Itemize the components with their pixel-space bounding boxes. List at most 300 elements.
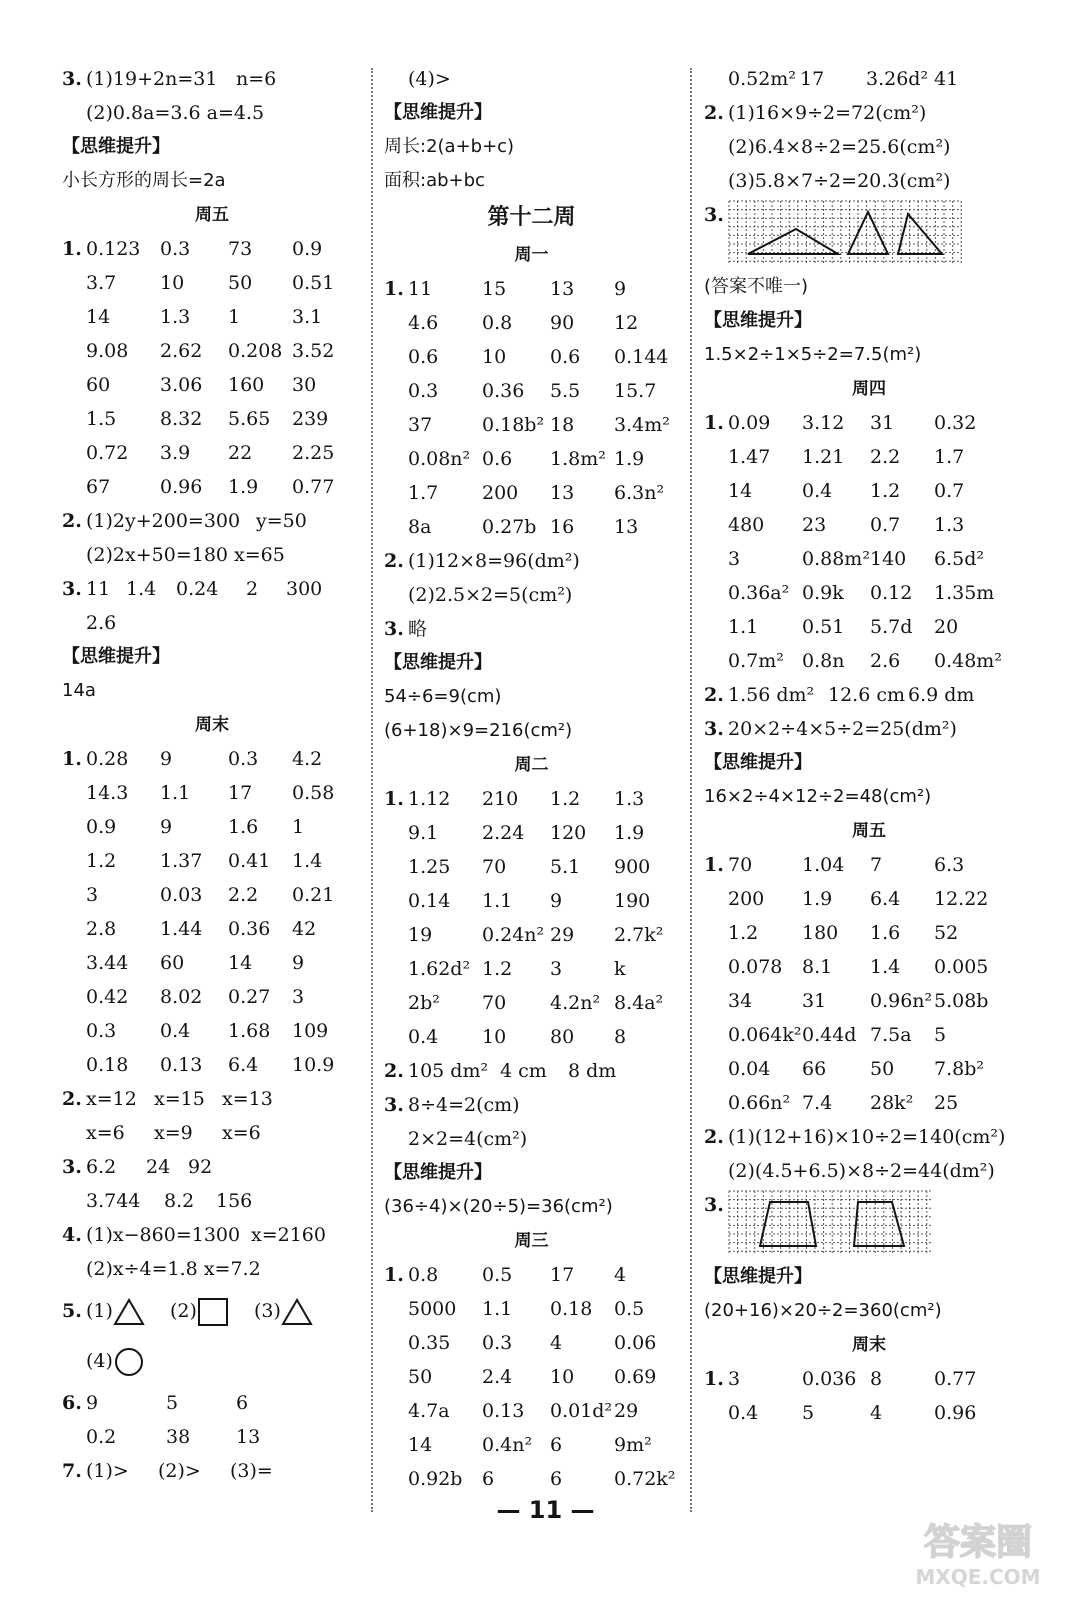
answer-text: 1.5×2÷1×5÷2=7.5(m²)	[704, 344, 922, 365]
answer-cell: 1.04	[802, 854, 845, 876]
answer-line: 2×2=4(cm²)	[408, 1128, 528, 1150]
answer-cell: 31	[802, 990, 827, 1012]
answer-cell: 0.48m²	[934, 650, 1002, 672]
answer-cell: 6.3n²	[614, 482, 665, 504]
answer-cell: 0.51	[292, 272, 335, 294]
answer-cell: 10	[160, 272, 185, 294]
answer-row	[384, 1326, 679, 1360]
answer-cell: 0.5	[482, 1264, 513, 1286]
answer-cell: (1)2y+200=300	[86, 510, 241, 532]
question-number: 3.	[62, 1156, 82, 1178]
answer-cell: 28k²	[870, 1092, 914, 1114]
answer-cell: 0.208	[228, 340, 283, 362]
answer-cell: 5.7d	[870, 616, 913, 638]
answer-cell: 1.1	[482, 1298, 513, 1320]
question-row	[62, 572, 362, 606]
answer-cell: 0.6	[408, 346, 439, 368]
answer-cell: 200	[482, 482, 519, 504]
answer-cell: (2)>	[158, 1460, 201, 1482]
answer-cell: (1)(12+16)×10÷2=140(cm²)	[728, 1126, 1006, 1148]
answer-cell: 160	[228, 374, 265, 396]
answer-row	[62, 1014, 362, 1048]
answer-cell: 0.4	[728, 1402, 759, 1424]
answer-cell: 9.1	[408, 822, 439, 844]
grid-figure-row	[704, 1188, 1034, 1260]
shape-answer-row	[62, 1286, 362, 1336]
answer-cell: 90	[550, 312, 575, 334]
answer-row	[62, 1184, 362, 1218]
answer-row	[384, 408, 679, 442]
trapezoid-grid-figure	[728, 1190, 934, 1256]
answer-cell: 9	[160, 748, 173, 770]
answer-cell: 0.96n²	[870, 990, 933, 1012]
answer-cell: 0.04	[728, 1058, 771, 1080]
answer-cell: 0.52m²	[728, 68, 796, 90]
question-row	[62, 1386, 362, 1420]
answer-cell: 0.24	[176, 578, 219, 600]
answer-cell: 1.2	[728, 922, 759, 944]
answer-cell: 2.2	[228, 884, 259, 906]
answer-cell: 1.9	[802, 888, 833, 910]
answer-cell: 0.8	[408, 1264, 439, 1286]
answer-cell: 0.06	[614, 1332, 657, 1354]
answer-cell: 1.35m	[934, 582, 995, 604]
answer-cell: 4	[550, 1332, 563, 1354]
answer-cell: 8.02	[160, 986, 203, 1008]
answer-cell: 29	[550, 924, 575, 946]
day-heading: 周一	[514, 245, 549, 265]
answer-row	[384, 952, 679, 986]
answer-cell: 3.9	[160, 442, 191, 464]
question-row	[62, 1082, 362, 1116]
answer-cell: 9	[614, 278, 627, 300]
shape-answer-label: (4)	[86, 1350, 113, 1372]
answer-cell: 6.4	[228, 1054, 259, 1076]
answer-cell: 0.72k²	[614, 1468, 676, 1490]
day-heading: 周三	[514, 1231, 549, 1251]
answer-cell: 16	[550, 516, 575, 538]
answer-cell: 9	[550, 890, 563, 912]
answer-row	[384, 918, 679, 952]
answer-cell: 8.1	[802, 956, 833, 978]
question-row	[704, 848, 1034, 882]
answer-row	[62, 402, 362, 436]
answer-cell: 8.32	[160, 408, 203, 430]
answer-text: 面积:ab+bc	[384, 170, 485, 191]
question-number: 3.	[62, 578, 82, 600]
question-row	[704, 712, 1034, 746]
answer-cell: 105 dm²	[408, 1060, 489, 1082]
answer-row	[704, 644, 1034, 678]
question-number: 1.	[704, 854, 724, 876]
answer-cell: 480	[728, 514, 765, 536]
answer-cell: 38	[166, 1426, 191, 1448]
watermark-logo	[883, 1506, 1073, 1592]
answer-cell: 67	[86, 476, 111, 498]
answer-cell: 140	[870, 548, 907, 570]
answer-cell: 0.4n²	[482, 1434, 533, 1456]
answer-cell: 0.58	[292, 782, 335, 804]
question-number: 2.	[704, 684, 724, 706]
answer-cell: 0.27b	[482, 516, 537, 538]
answer-cell: 6	[236, 1392, 249, 1414]
answer-cell: 20×2÷4×5÷2=25(dm²)	[728, 718, 957, 740]
answer-cell: 23	[802, 514, 827, 536]
answer-cell: k	[614, 958, 626, 980]
day-heading: 周末	[195, 715, 229, 735]
answer-cell: 6.3	[934, 854, 965, 876]
answer-cell: 14	[86, 306, 111, 328]
week-title: 第十二周	[487, 205, 576, 230]
answer-cell: (1)x−860=1300	[86, 1224, 241, 1246]
answer-cell: 0.51	[802, 616, 845, 638]
answer-cell: 0.3	[228, 748, 259, 770]
page-number: — 11 —	[496, 1496, 595, 1524]
grid-figure-row	[704, 198, 1034, 270]
answer-cell: 2.2	[870, 446, 901, 468]
answer-text: (6+18)×9=216(cm²)	[384, 720, 573, 741]
answer-cell: 1	[292, 816, 305, 838]
answer-cell: x=6	[222, 1122, 261, 1144]
answer-cell: 31	[870, 412, 895, 434]
answer-cell: 25	[934, 1092, 959, 1114]
question-row	[384, 544, 679, 578]
shape-answer	[254, 1286, 313, 1336]
answer-cell: 2b²	[408, 992, 440, 1014]
question-number: 3.	[704, 1194, 724, 1216]
answer-row	[384, 1428, 679, 1462]
answer-cell: 2.24	[482, 822, 525, 844]
question-number: 3.	[384, 618, 404, 640]
answer-row	[704, 542, 1034, 576]
question-number: 6.	[62, 1392, 82, 1414]
answer-row	[384, 1292, 679, 1326]
question-number: 3.	[704, 204, 724, 226]
section-heading: 【思维提升】	[704, 1266, 812, 1287]
question-row	[62, 504, 362, 538]
answer-line: (3)5.8×7÷2=20.3(cm²)	[728, 170, 951, 192]
answer-cell: x=2160	[251, 1224, 326, 1246]
answer-row	[384, 306, 679, 340]
answer-cell: 80	[550, 1026, 575, 1048]
answer-cell: 8.2	[164, 1190, 195, 1212]
answer-row	[62, 1048, 362, 1082]
question-number: 3.	[704, 718, 724, 740]
answer-row	[704, 1086, 1034, 1120]
answer-line: (2)(4.5+6.5)×8÷2=44(dm²)	[728, 1160, 995, 1182]
answer-cell: 4.2	[292, 748, 323, 770]
shape-answer-label: (1)	[86, 1300, 113, 1322]
answer-cell: 5.5	[550, 380, 581, 402]
answer-cell: 3	[86, 884, 99, 906]
answer-cell: 3	[728, 548, 741, 570]
answer-cell: 1.37	[160, 850, 203, 872]
answer-cell: 3.4m²	[614, 414, 670, 436]
answer-cell: 9m²	[614, 1434, 652, 1456]
question-number: 5.	[62, 1300, 82, 1322]
question-number: 3.	[62, 68, 82, 90]
triangle-icon	[281, 1297, 313, 1327]
answer-cell: 1.68	[228, 1020, 271, 1042]
answer-cell: 0.18b²	[482, 414, 545, 436]
answer-cell: 13	[236, 1426, 261, 1448]
answer-cell: 0.36	[482, 380, 525, 402]
answer-cell: 66	[802, 1058, 827, 1080]
answer-cell: 0.14	[408, 890, 451, 912]
section-heading: 【思维提升】	[62, 136, 170, 157]
answer-cell: 42	[292, 918, 317, 940]
question-row	[384, 272, 679, 306]
answer-cell: 3	[292, 986, 305, 1008]
question-number: 1.	[62, 748, 82, 770]
answer-cell: 7	[870, 854, 883, 876]
answer-cell: 60	[86, 374, 111, 396]
question-number: 1.	[704, 412, 724, 434]
answer-cell: 1	[228, 306, 241, 328]
answer-cell: 9	[292, 952, 305, 974]
answer-cell: 50	[408, 1366, 433, 1388]
question-number: 2.	[704, 1126, 724, 1148]
answer-cell: (1)16×9÷2=72(cm²)	[728, 102, 927, 124]
shape-answer-label: (2)	[170, 1300, 197, 1322]
answer-cell: 2.6	[870, 650, 901, 672]
answer-cell: (3)=	[230, 1460, 273, 1482]
question-number: 1.	[704, 1368, 724, 1390]
section-heading: 【思维提升】	[384, 1162, 492, 1183]
answer-row	[704, 950, 1034, 984]
answer-cell: 13	[550, 482, 575, 504]
answer-cell: 1.3	[934, 514, 965, 536]
answer-cell: (1)12×8=96(dm²)	[408, 550, 580, 572]
section-heading: 【思维提升】	[704, 752, 812, 773]
answer-cell: 2.7k²	[614, 924, 664, 946]
answer-cell: 0.078	[728, 956, 783, 978]
answer-cell: 50	[228, 272, 253, 294]
svg-text:MXQE.COM: MXQE.COM	[915, 1565, 1041, 1589]
answer-cell: 0.96	[934, 1402, 977, 1424]
answer-cell: 73	[228, 238, 253, 260]
answer-cell: 0.4	[802, 480, 833, 502]
answer-row	[384, 1360, 679, 1394]
answer-line: (2)6.4×8÷2=25.6(cm²)	[728, 136, 951, 158]
question-row	[704, 1120, 1034, 1154]
answer-cell: 9	[160, 816, 173, 838]
answer-row	[704, 440, 1034, 474]
answer-cell: 300	[286, 578, 323, 600]
answer-cell: 0.72	[86, 442, 129, 464]
answer-cell: 52	[934, 922, 959, 944]
answer-cell: 41	[934, 68, 959, 90]
answer-cell: 0.96	[160, 476, 203, 498]
answer-cell: 8÷4=2(cm)	[408, 1094, 520, 1116]
answer-cell: 3.52	[292, 340, 335, 362]
answer-cell: 0.09	[728, 412, 771, 434]
answer-row	[384, 340, 679, 374]
answer-cell: 1.7	[934, 446, 965, 468]
answer-cell: 4.6	[408, 312, 439, 334]
answer-row	[62, 810, 362, 844]
answer-cell: 0.01d²	[550, 1400, 613, 1422]
answer-text: 54÷6=9(cm)	[384, 686, 502, 707]
answer-cell: 210	[482, 788, 519, 810]
answer-cell: (1)>	[86, 1460, 129, 1482]
answer-cell: 4	[614, 1264, 627, 1286]
answer-text: 16×2÷4×12÷2=48(cm²)	[704, 786, 932, 807]
answer-cell: 6.4	[870, 888, 901, 910]
day-heading: 周四	[852, 379, 886, 399]
answer-cell: 0.9k	[802, 582, 844, 604]
answer-cell: 0.064k²	[728, 1024, 802, 1046]
day-heading: 周二	[514, 755, 549, 775]
answer-row	[384, 884, 679, 918]
answer-cell: 0.7	[934, 480, 965, 502]
column-divider-2	[690, 68, 692, 1512]
answer-text: (答案不唯一)	[704, 276, 809, 297]
answer-cell: 1.9	[614, 448, 645, 470]
question-number: 2.	[384, 1060, 404, 1082]
square-icon	[197, 1297, 229, 1327]
question-number: 2.	[384, 550, 404, 572]
answer-cell: 0.18	[86, 1054, 129, 1076]
answer-cell: 0.4	[160, 1020, 191, 1042]
answer-cell: x=6	[86, 1122, 125, 1144]
answer-cell: 0.6	[482, 448, 513, 470]
answer-cell: 0.3	[86, 1020, 117, 1042]
question-number: 1.	[62, 238, 82, 260]
answer-cell: 1.2	[482, 958, 513, 980]
answer-cell: 15	[482, 278, 507, 300]
answer-cell: 1.25	[408, 856, 451, 878]
answer-row	[704, 508, 1034, 542]
answer-cell: 0.69	[614, 1366, 657, 1388]
answer-cell: 70	[482, 992, 507, 1014]
answer-cell: 0.3	[160, 238, 191, 260]
answer-cell: 11	[86, 578, 111, 600]
answer-row	[384, 442, 679, 476]
answer-row	[384, 510, 679, 544]
question-row	[704, 406, 1034, 440]
answer-cell: 3.1	[292, 306, 323, 328]
answer-text: (20+16)×20÷2=360(cm²)	[704, 1300, 942, 1321]
answer-cell: 1.44	[160, 918, 203, 940]
circle-icon	[113, 1347, 145, 1377]
answer-cell: 5	[802, 1402, 815, 1424]
triangle-icon	[113, 1297, 145, 1327]
answer-cell: 12.6 cm	[828, 684, 906, 706]
answer-text: 周长:2(a+b+c)	[384, 136, 515, 157]
answer-row	[62, 776, 362, 810]
answer-cell: 0.77	[934, 1368, 977, 1390]
answer-cell: 13	[550, 278, 575, 300]
answer-cell: 0.44d	[802, 1024, 857, 1046]
answer-cell: 4.7a	[408, 1400, 450, 1422]
answer-row	[62, 946, 362, 980]
answer-cell: 6.5d²	[934, 548, 984, 570]
answer-row	[62, 1420, 362, 1454]
answer-cell: 13	[614, 516, 639, 538]
answer-cell: 1.1	[728, 616, 759, 638]
answer-row	[62, 912, 362, 946]
question-number: 1.	[384, 788, 404, 810]
answer-cell: 17	[800, 68, 825, 90]
answer-cell: 14	[228, 952, 253, 974]
question-row	[704, 96, 1034, 130]
answer-cell: 180	[802, 922, 839, 944]
answer-cell: 3.44	[86, 952, 129, 974]
answer-cell: 0.24n²	[482, 924, 545, 946]
answer-cell: 10	[482, 346, 507, 368]
question-row	[704, 1362, 1034, 1396]
question-row	[62, 1218, 362, 1252]
answer-cell: 1.2	[870, 480, 901, 502]
answer-cell: 7.5a	[870, 1024, 912, 1046]
question-number: 2.	[62, 1088, 82, 1110]
answer-cell: 18	[550, 414, 575, 436]
answer-cell: y=50	[256, 510, 307, 532]
question-number: 3.	[384, 1094, 404, 1116]
answer-cell: 0.005	[934, 956, 989, 978]
answer-cell: 2.4	[482, 1366, 513, 1388]
answer-cell: (1)19+2n=31	[86, 68, 218, 90]
answer-row	[704, 1052, 1034, 1086]
question-number: 4.	[62, 1224, 82, 1246]
answer-cell: 0.036	[802, 1368, 857, 1390]
answer-cell: 1.3	[614, 788, 645, 810]
answer-cell: 1.1	[160, 782, 191, 804]
answer-cell: 0.7	[870, 514, 901, 536]
section-heading: 【思维提升】	[704, 310, 812, 331]
answer-cell: 1.6	[870, 922, 901, 944]
answer-cell: 0.5	[614, 1298, 645, 1320]
answer-cell: 10	[482, 1026, 507, 1048]
answer-cell: 1.4	[126, 578, 157, 600]
answer-cell: 0.08n²	[408, 448, 471, 470]
answer-cell: 2.25	[292, 442, 335, 464]
question-row	[62, 1454, 362, 1488]
answer-cell: 0.3	[482, 1332, 513, 1354]
day-heading: 周末	[852, 1335, 886, 1355]
answer-cell: 0.88m²	[802, 548, 870, 570]
answer-cell: 7.4	[802, 1092, 833, 1114]
answer-cell: 6	[482, 1468, 495, 1490]
shape-answer-label: (3)	[254, 1300, 281, 1322]
answer-cell: 5.65	[228, 408, 271, 430]
answer-row	[62, 1116, 362, 1150]
question-row	[384, 612, 679, 646]
answer-cell: 2.8	[86, 918, 117, 940]
answer-cell: 0.7m²	[728, 650, 784, 672]
answer-column-1	[62, 62, 362, 1488]
answer-cell: 5	[166, 1392, 179, 1414]
answer-text: 小长方形的周长=2a	[62, 170, 226, 191]
answer-cell: 0.8n	[802, 650, 845, 672]
answer-cell: 0.6	[550, 346, 581, 368]
answer-line: (2)2x+50=180 x=65	[86, 544, 285, 566]
answer-cell: 0.41	[228, 850, 271, 872]
answer-cell: 5.08b	[934, 990, 989, 1012]
answer-cell: 8.4a²	[614, 992, 664, 1014]
answer-cell: 6.9 dm	[908, 684, 975, 706]
answer-cell: 6	[550, 1434, 563, 1456]
answer-cell: 1.9	[614, 822, 645, 844]
answer-cell: 92	[188, 1156, 213, 1178]
answer-cell: 0.18	[550, 1298, 593, 1320]
question-row	[704, 678, 1034, 712]
answer-cell: 12.22	[934, 888, 989, 910]
answer-cell: 0.3	[408, 380, 439, 402]
answer-cell: 0.12	[870, 582, 913, 604]
answer-cell: 8a	[408, 516, 432, 538]
